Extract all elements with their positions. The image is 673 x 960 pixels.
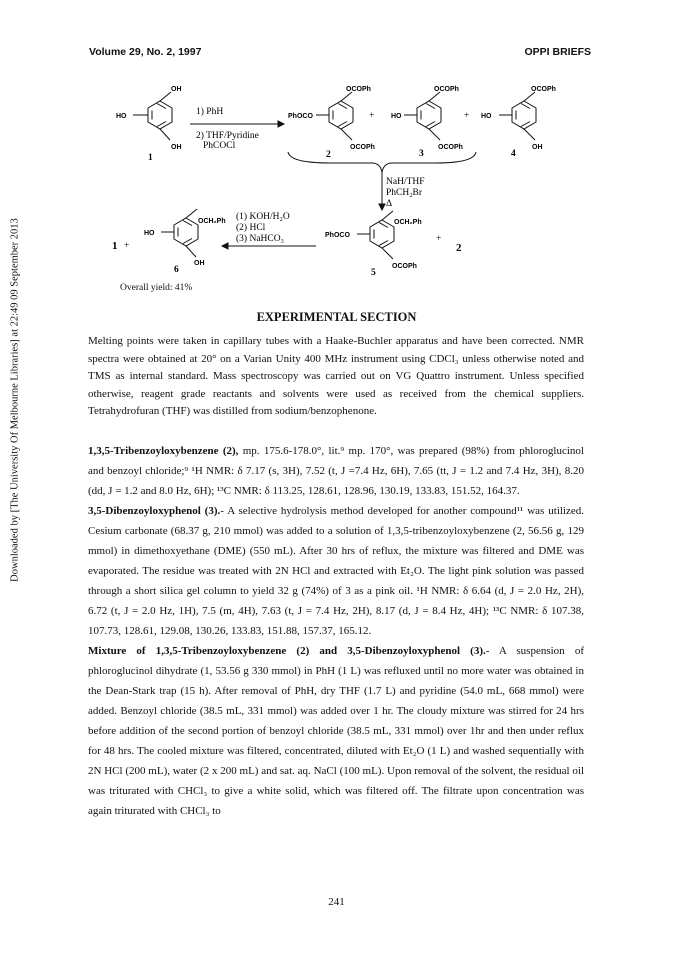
running-header-journal: Volume 29, No. 2, 1997 [89, 46, 202, 58]
compound-number-4: 4 [511, 149, 516, 159]
label-ocoph-2-top: OCOPh [346, 86, 371, 93]
plus-1: + [369, 111, 375, 121]
paragraph-tribenzoyloxybenzene [88, 441, 584, 501]
label-ho-3: HO [391, 113, 402, 120]
compound-number-5: 5 [371, 268, 376, 278]
step3-line2: (2) HCl [236, 223, 266, 233]
section-title: EXPERIMENTAL SECTION [256, 310, 417, 324]
compound-number-6: 6 [174, 265, 179, 275]
paragraph-body-tribenzoyloxybenzene: mp. 175.6-178.0°, lit.⁹ mp. 170°, was prepared (98%) from phloroglucinol and benzoyl chloride;⁹ ¹H NMR: δ 7.17 (s, 3H), 7.52 (t, J =7.4 Hz, 6H), 7.65 (tt, J = 1.2 and 7.4 Hz, 3H), 8.20 (dd, J = 1.2 and 8.0 Hz, 6H); ¹³C NMR: δ 113.25, 128.61, 128.96, 130.19, 133.83, 151.52, 164.37. [88, 444, 584, 497]
label-ocoph-4-top: OCOPh [531, 86, 556, 93]
running-header-section: OPPI BRIEFS [524, 46, 591, 58]
label-ho-1: HO [116, 113, 127, 120]
label-oh-4: OH [532, 144, 543, 151]
page-number: 241 [328, 896, 345, 908]
step2-line3: Δ [386, 199, 393, 209]
step3-line1: (1) KOH/H₂O [236, 212, 290, 222]
label-oh-1-top: OH [171, 86, 182, 93]
step2-line2: PhCH₂Br [386, 188, 423, 198]
label-oh-6: OH [194, 260, 205, 267]
label-oh-1-bottom: OH [171, 144, 182, 151]
label-ocoph-2-bottom: OCOPh [350, 144, 375, 151]
step1-line2: 2) THF/Pyridine [196, 131, 259, 141]
download-watermark-text: Downloaded by [The University Of Melbourne Libraries] at 22:49 09 September 2013 [9, 218, 21, 582]
label-ho-6: HO [144, 230, 155, 237]
label-phoco-2: PhOCO [288, 113, 313, 120]
paragraph-mixture [88, 641, 584, 821]
label-phoco-5: PhOCO [325, 232, 350, 239]
label-och2ph-6: OCH₂Ph [198, 218, 226, 225]
paragraph-title-tribenzoyloxybenzene: 1,3,5-Tribenzoyloxybenzene (2), [88, 444, 239, 457]
step1-line1: 1) PhH [196, 107, 224, 117]
plus-4: + [124, 241, 130, 251]
label-ocoph-3-top: OCOPh [434, 86, 459, 93]
intro-paragraph: Melting points were taken in capillary tubes with a Haake-Buchler apparatus and have been corrected. NMR spectra were obtained at 20° on a Varian Unity 400 MHz instrument using CDCl₃ unless otherwise noted and TMS as internal standard. Mass spectroscopy was carried out on VG Quattro instrument. Unless specified otherwise, reagent grade reactants and solvents were used as received from the chemical suppliers. Tetrahydrofuran (THF) was distilled from sodium/benzophenone. [88, 335, 584, 417]
step1-line3: PhCOCl [203, 141, 236, 151]
step2-line1: NaH/THF [386, 177, 425, 187]
compound-number-2: 2 [326, 150, 331, 160]
paragraph-title-mixture: Mixture of 1,3,5-Tribenzoyloxybenzene (2) and 3,5-Dibenzoyloxyphenol (3). [88, 644, 486, 657]
paragraph-title-dibenzoyloxyphenol: 3,5-Dibenzoyloxyphenol (3). [88, 504, 221, 517]
paragraph-body-mixture: - A suspension of phloroglucinol dihydrate (1, 53.56 g 330 mmol) in PhH (1 L) was refluxed until no more water was obtained in the Dean-Stark trap (15 h). After removal of PhH, dry THF (1.7 L) and pyridine (54.0 mL, 668 mmol) were added. Benzoyl chloride (38.5 mL, 331 mmol) was added over 1 hr. The cloudy mixture was stirred for 24 hrs before addition of the second portion of benzoyl chloride (38.5 mL, 331 mmol) over 1hr and then under reflux for 48 hrs. The cooled mixture was filtered, concentrated, diluted with Et₂O (1 L) and washed sequentially with 2N HCl (200 mL), water (2 x 200 mL) and sat. aq. NaCl (100 mL). Upon removal of the solvent, the residual oil was triturated with CHCl₃ to give a white solid, which was filtered off. The filtrate upon concentration was again triturated with CHCl₃ to [88, 644, 584, 817]
compound-number-1: 1 [148, 153, 153, 163]
step3-line3: (3) NaHCO₃ [236, 234, 284, 244]
label-ocoph-5: OCOPh [392, 263, 417, 270]
paragraph-body-dibenzoyloxyphenol: - A selective hydrolysis method developed for another compound¹¹ was utilized. Cesium carbonate (68.37 g, 210 mmol) was added to a solution of 1,3,5-tribenzoyloxybenzene (2, 56.56 g, 129 mmol) in dimethoxyethane (DME) (550 mL). After 30 hrs of reflux, the mixture was filtered and DME was evaporated. The residue was treated with 2N HCl and extracted with Et₂O. The light pink solution was passed through a short silica gel column to yield 32 g (74%) of 3 as a pink oil. ¹H NMR: δ 6.64 (d, J = 2.0 Hz, 2H), 6.72 (t, J = 2.0 Hz, 1H), 7.5 (m, 4H), 7.63 (t, J = 7.4 Hz, 2H), 8.17 (d, J = 8.4 Hz, 4H); ¹³C NMR: δ 107.38, 107.73, 128.61, 129.08, 130.26, 133.83, 151.88, 157.37, 165.12. [88, 504, 584, 637]
paragraph-dibenzoyloxyphenol [88, 501, 584, 641]
plus-2: + [464, 111, 470, 121]
compound-number-3: 3 [419, 149, 424, 159]
plus-3: + [436, 234, 442, 244]
label-ocoph-3-bottom: OCOPh [438, 144, 463, 151]
reaction-scheme [0, 0, 673, 300]
body-text [88, 333, 584, 821]
mixture-brace [288, 152, 476, 172]
overall-yield: Overall yield: 41% [120, 283, 193, 293]
compound-number-2-bottom: 2 [456, 242, 462, 254]
label-och2ph-5: OCH₂Ph [394, 219, 422, 226]
compound-number-1-bottom: 1 [112, 240, 118, 252]
label-ho-4: HO [481, 113, 492, 120]
